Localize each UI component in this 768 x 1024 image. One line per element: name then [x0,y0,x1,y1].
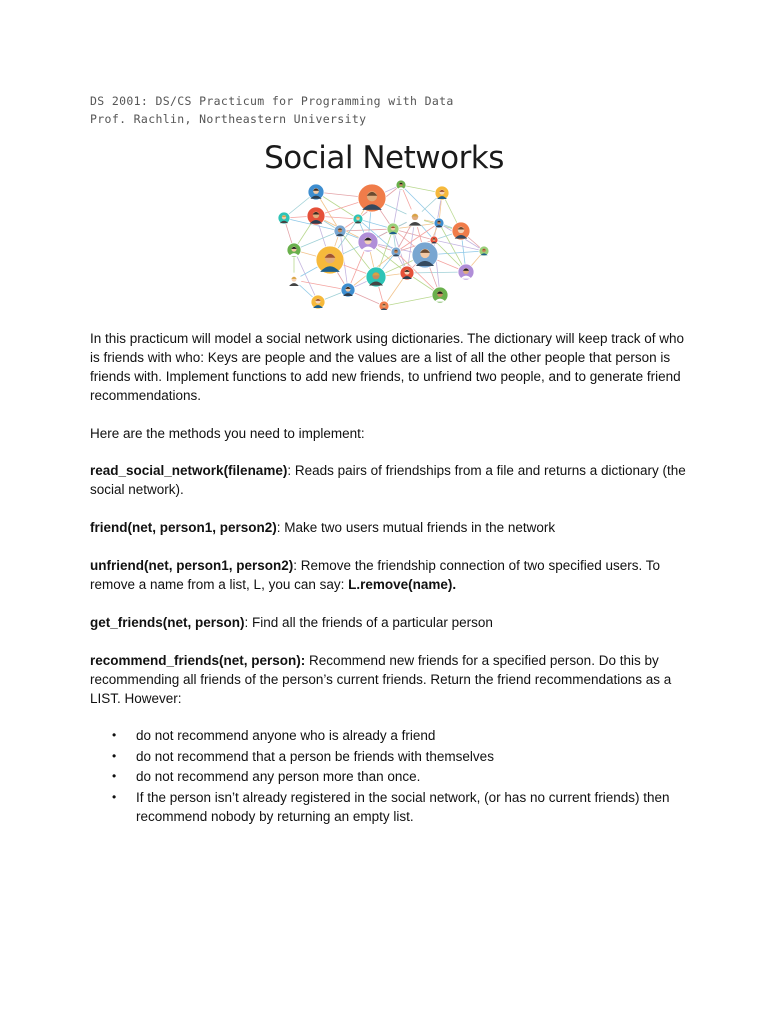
method-name: unfriend(net, person1, person2) [90,558,294,573]
person-avatar-icon [358,184,386,212]
person-avatar-icon [379,301,389,310]
bullet-icon: • [112,748,117,763]
person-avatar-icon [396,180,406,190]
social-network-illustration [276,180,492,310]
person-avatar-icon [430,236,438,244]
person-avatar-icon [334,225,346,237]
person-avatar-icon [287,243,301,257]
connection-line [340,229,393,231]
person-avatar-icon [366,267,386,287]
person-avatar-icon [412,242,438,268]
person-avatar-icon [287,273,301,287]
person-avatar-icon [278,212,290,224]
list-item: • do not recommend anyone who is already a friend [112,728,436,743]
method-description: Recommend new friends for a specified person. Do this by recommending all friends of the person’s current friends. Return the friend recommendations as a LIST. However: [90,653,672,706]
person-avatar-icon [311,295,325,309]
person-avatar-icon [341,283,355,297]
person-avatar-icon [308,184,324,200]
person-avatar-icon [358,232,378,252]
connection-line [294,280,348,290]
person-avatar-icon [353,214,363,224]
list-item: • do not recommend any person more than once. [112,769,421,784]
method-friend: friend(net, person1, person2): Make two users mutual friends in the network [90,520,556,535]
method-read-social-network: read_social_network(filename): Reads pairs of friendships from a file and returns a dictionary (the social network). [90,463,686,497]
code-snippet: L.remove(name) [348,577,453,592]
method-description: Reads pairs of friendships from a file and returns a dictionary (the social network). [90,463,686,497]
person-avatar-icon [432,287,448,303]
method-name: friend(net, person1, person2) [90,520,277,535]
list-item: • do not recommend that a person be friends with themselves [112,748,494,764]
methods-intro: Here are the methods you need to implement: [90,426,365,441]
person-avatar-icon [307,207,325,225]
method-description: Remove the friendship connection of two specified users. To remove a name from a list, L, you can say: [90,558,660,592]
person-avatar-icon [316,246,344,274]
method-description: Find all the friends of a particular person [248,615,493,630]
person-avatar-icon [387,223,399,235]
method-get-friends: get_friends(net, person): Find all the friends of a particular person [90,615,493,630]
method-name: get_friends(net, person) [90,615,245,630]
person-avatar-icon [391,247,401,257]
connection-line [384,295,440,306]
person-avatar-icon [400,266,414,280]
method-description: Make two users mutual friends in the network [280,520,556,535]
course-header-line1: DS 2001: DS/CS Practicum for Programming with Data [90,94,454,108]
person-avatar-icon [434,218,444,228]
method-name: recommend_friends(net, person): [90,653,306,668]
course-header-line2: Prof. Rachlin, Northeastern University [90,112,367,126]
method-recommend-friends [90,651,690,708]
bullet-icon: • [112,728,117,742]
connection-line [434,240,484,251]
page-title: Social Networks [264,140,504,176]
bullet-icon: • [112,769,117,783]
connection-line [393,185,401,229]
person-avatar-icon [406,209,424,227]
person-avatar-icon [452,222,470,240]
person-avatar-icon [435,186,449,200]
connection-line [407,272,466,273]
method-name: read_social_network(filename) [90,463,288,478]
list-item: • If the person isn’t already registered in the social network, (or has no current friends) then recommend nobody by returning an empty list. [112,789,670,824]
bullet-icon: • [112,789,117,804]
recommendation-rules-list [90,726,690,827]
method-unfriend: unfriend(net, person1, person2): Remove the friendship connection of two specified users. To remove a name from a list, L, you can say: L.remove(name). [90,558,660,592]
intro-paragraph: In this practicum will model a social network using dictionaries. The dictionary will keep track of who is friends with who: Keys are people and the values are a list of all the other people that person is friends with. Implement functions to add new friends, to unfriend two people, and to generate friend recommendations. [90,331,685,403]
person-avatar-icon [479,246,489,256]
person-avatar-icon [458,264,474,280]
